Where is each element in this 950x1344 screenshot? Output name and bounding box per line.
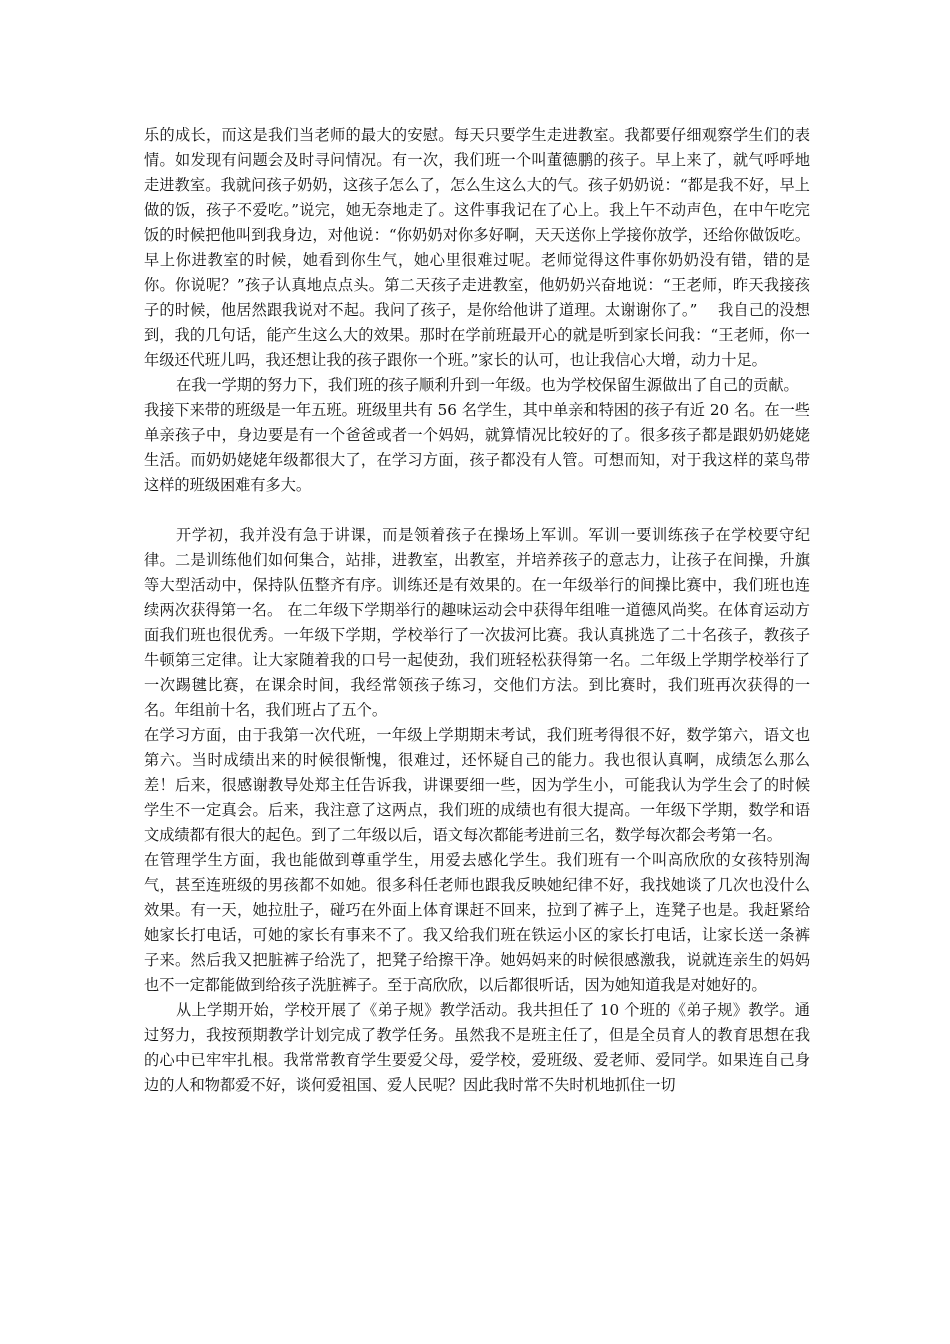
paragraph-dizigui: 从上学期开始，学校开展了《弟子规》教学活动。我共担任了 10 个班的《弟子规》教学。通过努力，我按预期教学计划完成了教学任务。虽然我不是班主任了，但是全员育人的教育思想在我的心中已牢牢扎根。我常常教育学生要爱父母，爱学校，爱班级、爱老师、爱同学。如果连自己身边的人和物都爱不好，谈何爱祖国、爱人民呢？因此我时常不失时机地抓住一切: [144, 1001, 810, 1094]
paragraph-spacer: [144, 498, 810, 523]
paragraph-student-management: 在管理学生方面，我也能做到尊重学生，用爱去感化学生。我们班有一个叫高欣欣的女孩特别淘气，甚至连班级的男孩都不如她。很多科任老师也跟我反映她纪律不好，我找她谈了几次也没什么效果。有一天，她拉肚子，碰巧在外面上体育课赶不回来，拉到了裤子上，连凳子也是。我赶紧给她家长打电话，可她的家长有事来不了。我又给我们班在铁运小区的家长打电话，让家长送一条裤子来。然后我又把脏裤子给洗了，把凳子给擦干净。她妈妈来的时候很感激我，说就连亲生的妈妈也不一定都能做到给孩子洗脏裤子。至于高欣欣，以后都很听话，因为她知道我是对她好的。: [144, 851, 810, 994]
paragraph-study: 在学习方面，由于我第一次代班，一年级上学期期末考试，我们班考得很不好，数学第六，语文也第六。当时成绩出来的时候很惭愧，很难过，还怀疑自己的能力。我也很认真啊，成绩怎么那么差！后来，很感谢教导处郑主任告诉我，讲课要细一些，因为学生小，可能我认为学生会了的时候学生不一定真会。后来，我注意了这两点，我们班的成绩也有很大提高。一年级下学期，数学和语文成绩都有很大的起色。到了二年级以后，语文每次都能考进前三名，数学每次都会考第一名。: [144, 726, 810, 844]
document-body: [144, 123, 810, 1098]
paragraph-military-training: 开学初，我并没有急于讲课，而是领着孩子在操场上军训。军训一要训练孩子在学校要守纪律。二是训练他们如何集合，站排，进教室，出教室，并培养孩子的意志力，让孩子在间操，升旗等大型活动中，保持队伍整齐有序。训练还是有效果的。在一年级举行的间操比赛中，我们班也连续两次获得第一名。 在二年级下学期举行的趣味运动会中获得年组唯一道德风尚奖。在体育运动方面我们班也很优秀。一年级下学期，学校举行了一次拔河比赛。我认真挑选了二十名孩子，教孩子牛顿第三定律。让大家随着我的口号一起使劲，我们班轻松获得第一名。二年级上学期学校举行了一次踢毽比赛，在课余时间，我经常领孩子练习，交他们方法。到比赛时，我们班再次获得的一名。年组前十名，我们班占了五个。: [144, 526, 810, 719]
paragraph-first-semester: 在我一学期的努力下，我们班的孩子顺利升到一年级。也为学校保留生源做出了自己的贡献。: [176, 376, 799, 394]
paragraph-child-growth: 乐的成长，而这是我们当老师的最大的安慰。每天只要学生走进教室。我都要仔细观察学生们的表情。如发现有问题会及时寻问情况。有一次，我们班一个叫董德鹏的孩子。早上来了，就气呼呼地走进教室。我就问孩子奶奶，这孩子怎么了，怎么生这么大的气。孩子奶奶说：“都是我不好，早上做的饭，孩子不爱吃。”说完，她无奈地走了。这件事我记在了心上。我上午不动声色，在中午吃完饭的时候把他叫到我身边，对他说：“你奶奶对你多好啊，天天送你上学接你放学，还给你做饭吃。早上你进教室的时候，她看到你生气，她心里很难过呢。老师觉得这件事你奶奶没有错，错的是你。你说呢？”孩子认真地点点头。第二天孩子走进教室，他奶奶兴奋地说：“王老师，昨天我接孩子的时候，他居然跟我说对不起。我问了孩子，是你给他讲了道理。太谢谢你了。” 我自己的没想到，我的几句话，能产生这么大的效果。那时在学前班最开心的就是听到家长问我：“王老师，你一年级还代班儿吗，我还想让我的孩子跟你一个班。”家长的认可，也让我信心大增，动力十足。: [144, 126, 810, 369]
paragraph-class-five: 我接下来带的班级是一年五班。班级里共有 56 名学生，其中单亲和特困的孩子有近 20 名。在一些单亲孩子中，身边要是有一个爸爸或者一个妈妈，就算情况比较好的了。很多孩子都是跟奶奶姥姥生活。而奶奶姥姥年级都很大了，在学习方面，孩子都没有人管。可想而知，对于我这样的菜鸟带这样的班级困难有多大。: [144, 401, 810, 494]
